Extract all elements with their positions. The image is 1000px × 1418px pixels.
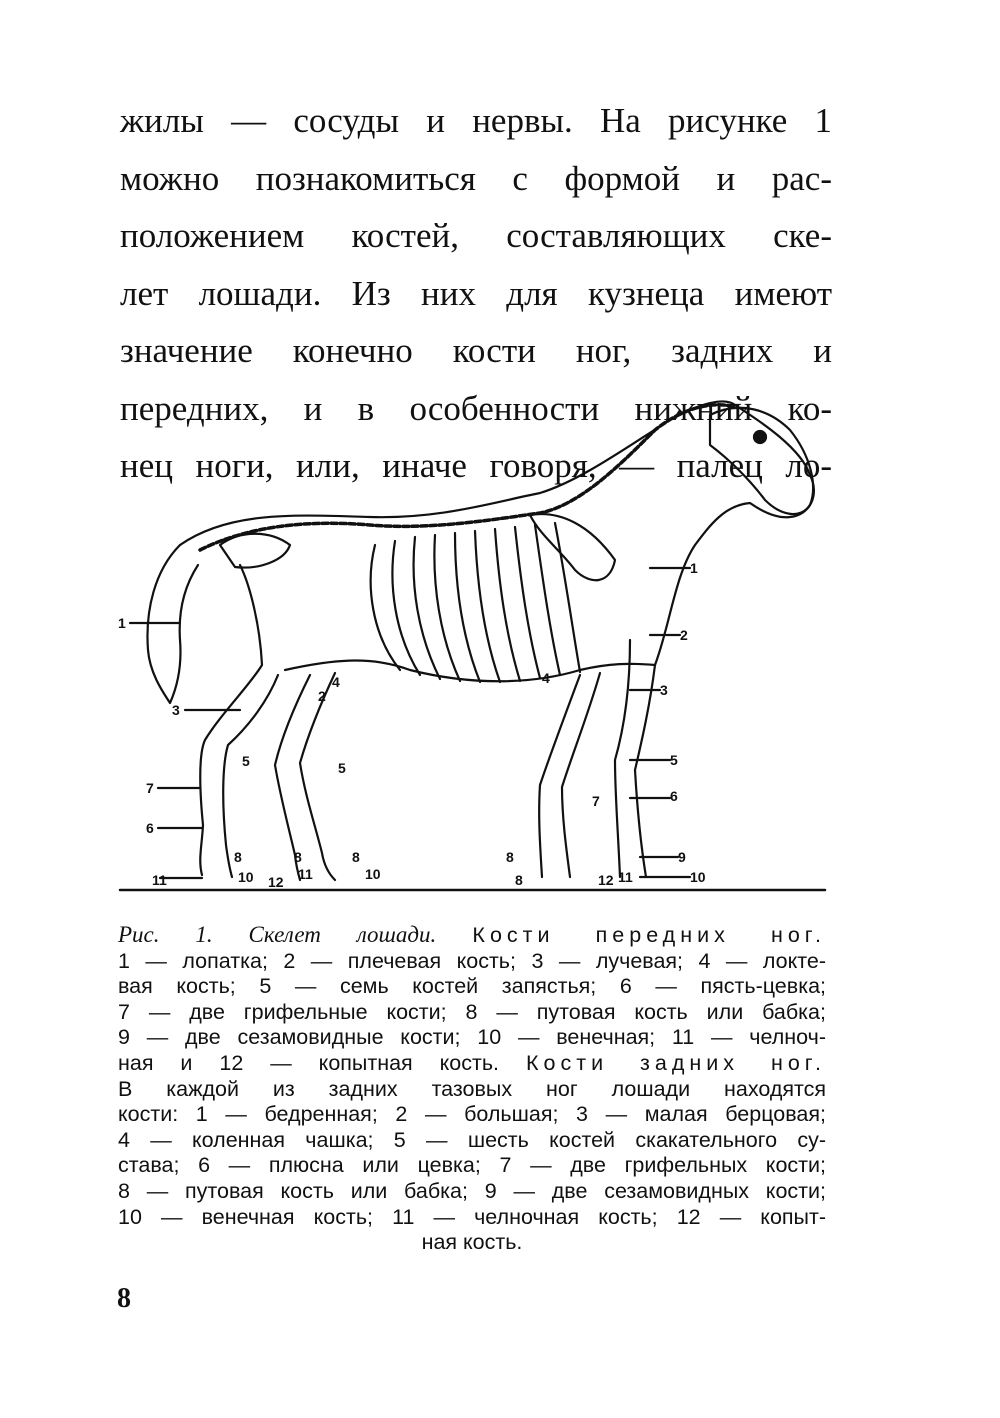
figure-label: 4 (332, 674, 340, 690)
page-number: 8 (117, 1283, 131, 1314)
caption-front-heading: Кости передних ног. (472, 923, 826, 947)
caption-line: 9 — две сезамовидные кости; 10 — венечная; 11 — челноч- (118, 1025, 826, 1050)
figure-label: 11 (152, 872, 167, 888)
figure-label: 12 (598, 872, 614, 888)
figure-label: 5 (670, 752, 678, 768)
horse-skeleton-illustration (110, 385, 830, 905)
caption-hind-heading: Кости задних ног. (525, 1050, 826, 1075)
text-line: можно познакомиться с формой и рас- (120, 158, 832, 198)
text-line: положением костей, составляющих ске- (120, 216, 832, 255)
caption-line: 7 — две грифельные кости; 8 — путовая кость или бабка; (118, 999, 826, 1024)
figure-label: 4 (542, 670, 550, 686)
text-line: жилы — сосуды и нервы. На рисунке 1 (120, 101, 832, 140)
caption-line (118, 922, 826, 949)
figure-label: 5 (338, 760, 346, 776)
caption-title: Рис. 1. Скелет лошади. (118, 922, 437, 947)
figure-label: 7 (592, 793, 600, 809)
text-line: нец ноги, или, иначе говоря, — палец ло- (120, 446, 832, 485)
figure-label: 5 (242, 753, 250, 769)
figure-label: 7 (146, 780, 154, 796)
figure-label: 8 (294, 849, 302, 865)
figure-label: 1 (118, 615, 126, 631)
horse-skeleton-figure (110, 385, 830, 905)
caption-text: ная и 12 — копытная кость. (118, 1050, 500, 1075)
caption-line: 1 — лопатка; 2 — плечевая кость; 3 — лучевая; 4 — локте- (118, 948, 826, 973)
caption-line: ная кость. (421, 1230, 523, 1255)
figure-label: 2 (318, 688, 326, 704)
caption-line: вая кость; 5 — семь костей запястья; 6 — пясть-цевка; (118, 974, 826, 999)
figure-label: 10 (365, 866, 381, 882)
caption-line: 8 — путовая кость или бабка; 9 — две сезамовидных кости; (118, 1178, 826, 1203)
text-line: передних, и в особенности нижний ко- (120, 388, 832, 428)
caption-line: 10 — венечная кость; 11 — челночная кость; 12 — копыт- (118, 1204, 826, 1229)
figure-label: 11 (618, 869, 633, 885)
figure-label: 6 (670, 788, 678, 804)
caption-line: става; 6 — плюсна или цевка; 7 — две грифельных кости; (118, 1153, 826, 1178)
text-line: лет лошади. Из них для кузнеца имеют (120, 273, 832, 313)
figure-label: 8 (352, 849, 360, 865)
figure-label: 10 (238, 869, 254, 885)
caption-line: кости: 1 — бедренная; 2 — большая; 3 — малая берцовая; (118, 1102, 826, 1127)
figure-label: 6 (146, 820, 154, 836)
caption-line: В каждой из задних тазовых ног лошади находятся (118, 1076, 826, 1101)
caption-line: 4 — коленная чашка; 5 — шесть костей скакательного су- (118, 1127, 826, 1152)
figure-label: 8 (506, 849, 514, 865)
caption-line (118, 1051, 826, 1077)
figure-caption (118, 922, 826, 1256)
figure-label: 11 (298, 866, 313, 882)
text-line: значение конечно кости ног, задних и (120, 331, 832, 370)
figure-label: 9 (678, 849, 686, 865)
figure-label: 3 (660, 682, 668, 698)
figure-label: 3 (172, 702, 180, 718)
figure-label: 8 (234, 849, 242, 865)
figure-label: 12 (268, 874, 284, 890)
figure-label: 2 (680, 627, 688, 643)
figure-label: 8 (515, 872, 523, 888)
figure-label: 1 (690, 560, 698, 576)
figure-label: 10 (690, 869, 706, 885)
